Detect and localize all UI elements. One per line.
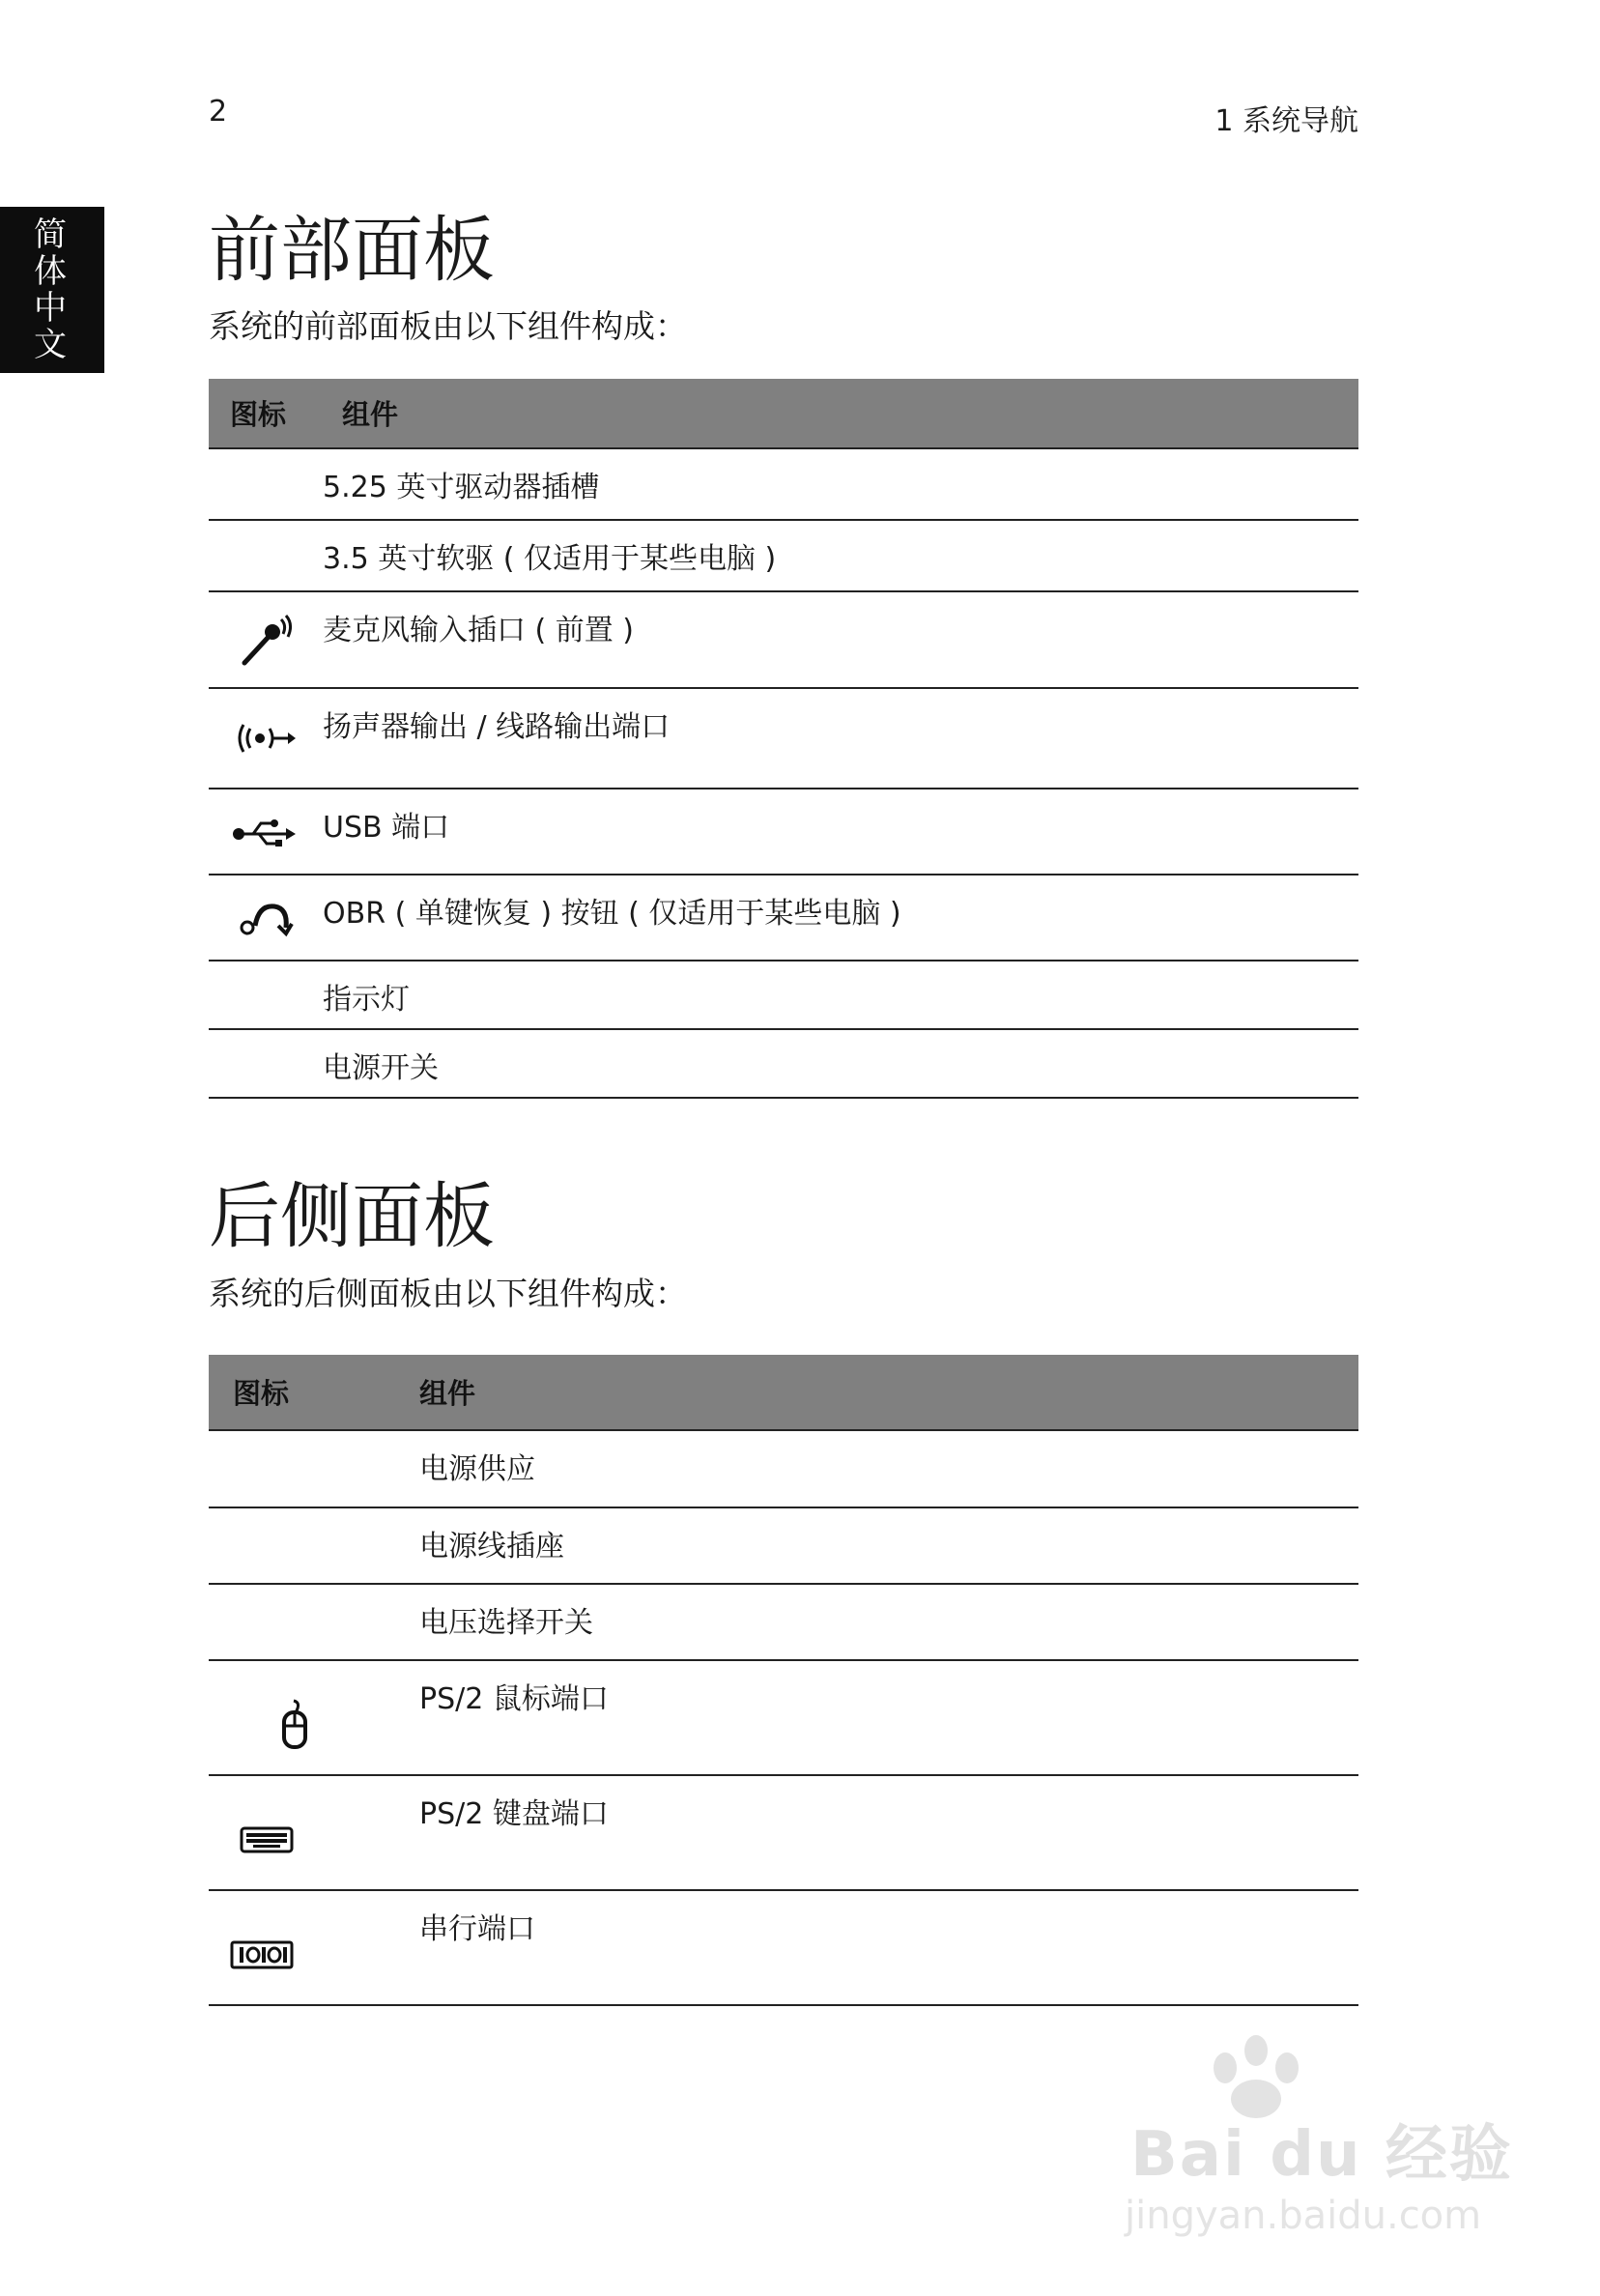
table-row — [209, 591, 1358, 688]
watermark-brand: Bai du 经验 — [1130, 2119, 1513, 2191]
icon-cell — [209, 688, 323, 789]
language-tab — [0, 207, 104, 373]
baidu-jingyan-watermark — [1111, 2029, 1517, 2252]
component-label: 电源线插座 — [402, 1507, 1358, 1584]
icon-cell — [209, 1775, 402, 1890]
icon-cell — [209, 875, 323, 961]
icon-cell — [209, 1584, 402, 1660]
table-header-row — [209, 379, 1358, 448]
component-label: 电压选择开关 — [402, 1584, 1358, 1660]
table-row — [209, 448, 1358, 520]
table-row — [209, 1430, 1358, 1507]
component-label: USB 端口 — [323, 789, 1358, 875]
col-header-icon: 图标 — [209, 1355, 402, 1430]
table-row — [209, 1660, 1358, 1775]
front-panel-table — [209, 379, 1358, 1099]
icon-cell — [209, 591, 323, 688]
component-label: 电源开关 — [323, 1029, 1358, 1098]
table-row — [209, 875, 1358, 961]
icon-cell — [209, 1507, 402, 1584]
page-number: 2 — [209, 95, 228, 129]
language-tab-label: 简体中文 — [34, 215, 67, 364]
table-row — [209, 1775, 1358, 1890]
component-label: PS/2 键盘端口 — [402, 1775, 1358, 1890]
icon-cell — [209, 520, 323, 591]
component-label: PS/2 鼠标端口 — [402, 1660, 1358, 1775]
obr-recovery-icon — [238, 899, 294, 937]
icon-cell — [209, 1890, 402, 2005]
watermark-url: jingyan.baidu.com — [1125, 2194, 1482, 2238]
col-header-component: 组件 — [402, 1355, 1358, 1430]
icon-cell — [209, 961, 323, 1029]
icon-cell — [209, 1430, 402, 1507]
table-row — [209, 1507, 1358, 1584]
component-label: 扬声器输出 / 线路输出端口 — [323, 688, 1358, 789]
component-label: 串行端口 — [402, 1890, 1358, 2005]
icon-cell — [209, 1660, 402, 1775]
component-label: 麦克风输入插口 ( 前置 ) — [323, 591, 1358, 688]
table-row — [209, 1029, 1358, 1098]
keyboard-icon — [240, 1826, 294, 1853]
microphone-icon — [237, 611, 295, 669]
icon-cell — [209, 448, 323, 520]
rear-panel-table — [209, 1355, 1358, 2006]
table-row — [209, 1584, 1358, 1660]
usb-icon — [232, 816, 300, 848]
table-row — [209, 1890, 1358, 2005]
serial-port-icon — [230, 1940, 294, 1969]
component-label: 电源供应 — [402, 1430, 1358, 1507]
icon-cell — [209, 1029, 323, 1098]
mouse-icon — [280, 1699, 309, 1751]
table-row — [209, 520, 1358, 591]
running-header: 1 系统导航 — [1214, 104, 1358, 138]
col-header-component: 组件 — [323, 379, 1358, 448]
col-header-icon: 图标 — [209, 379, 323, 448]
rear-panel-title: 后侧面板 — [209, 1175, 495, 1258]
front-panel-title: 前部面板 — [209, 209, 495, 292]
table-header-row — [209, 1355, 1358, 1430]
component-label: 5.25 英寸驱动器插槽 — [323, 448, 1358, 520]
table-row — [209, 789, 1358, 875]
rear-panel-intro: 系统的后侧面板由以下组件构成： — [209, 1275, 687, 1312]
front-panel-intro: 系统的前部面板由以下组件构成： — [209, 307, 687, 345]
component-label: 3.5 英寸软驱 ( 仅适用于某些电脑 ) — [323, 520, 1358, 591]
component-label: OBR ( 单键恢复 ) 按钮 ( 仅适用于某些电脑 ) — [323, 875, 1358, 961]
table-row — [209, 961, 1358, 1029]
component-label: 指示灯 — [323, 961, 1358, 1029]
speaker-out-icon — [234, 719, 298, 758]
icon-cell — [209, 789, 323, 875]
table-row — [209, 688, 1358, 789]
